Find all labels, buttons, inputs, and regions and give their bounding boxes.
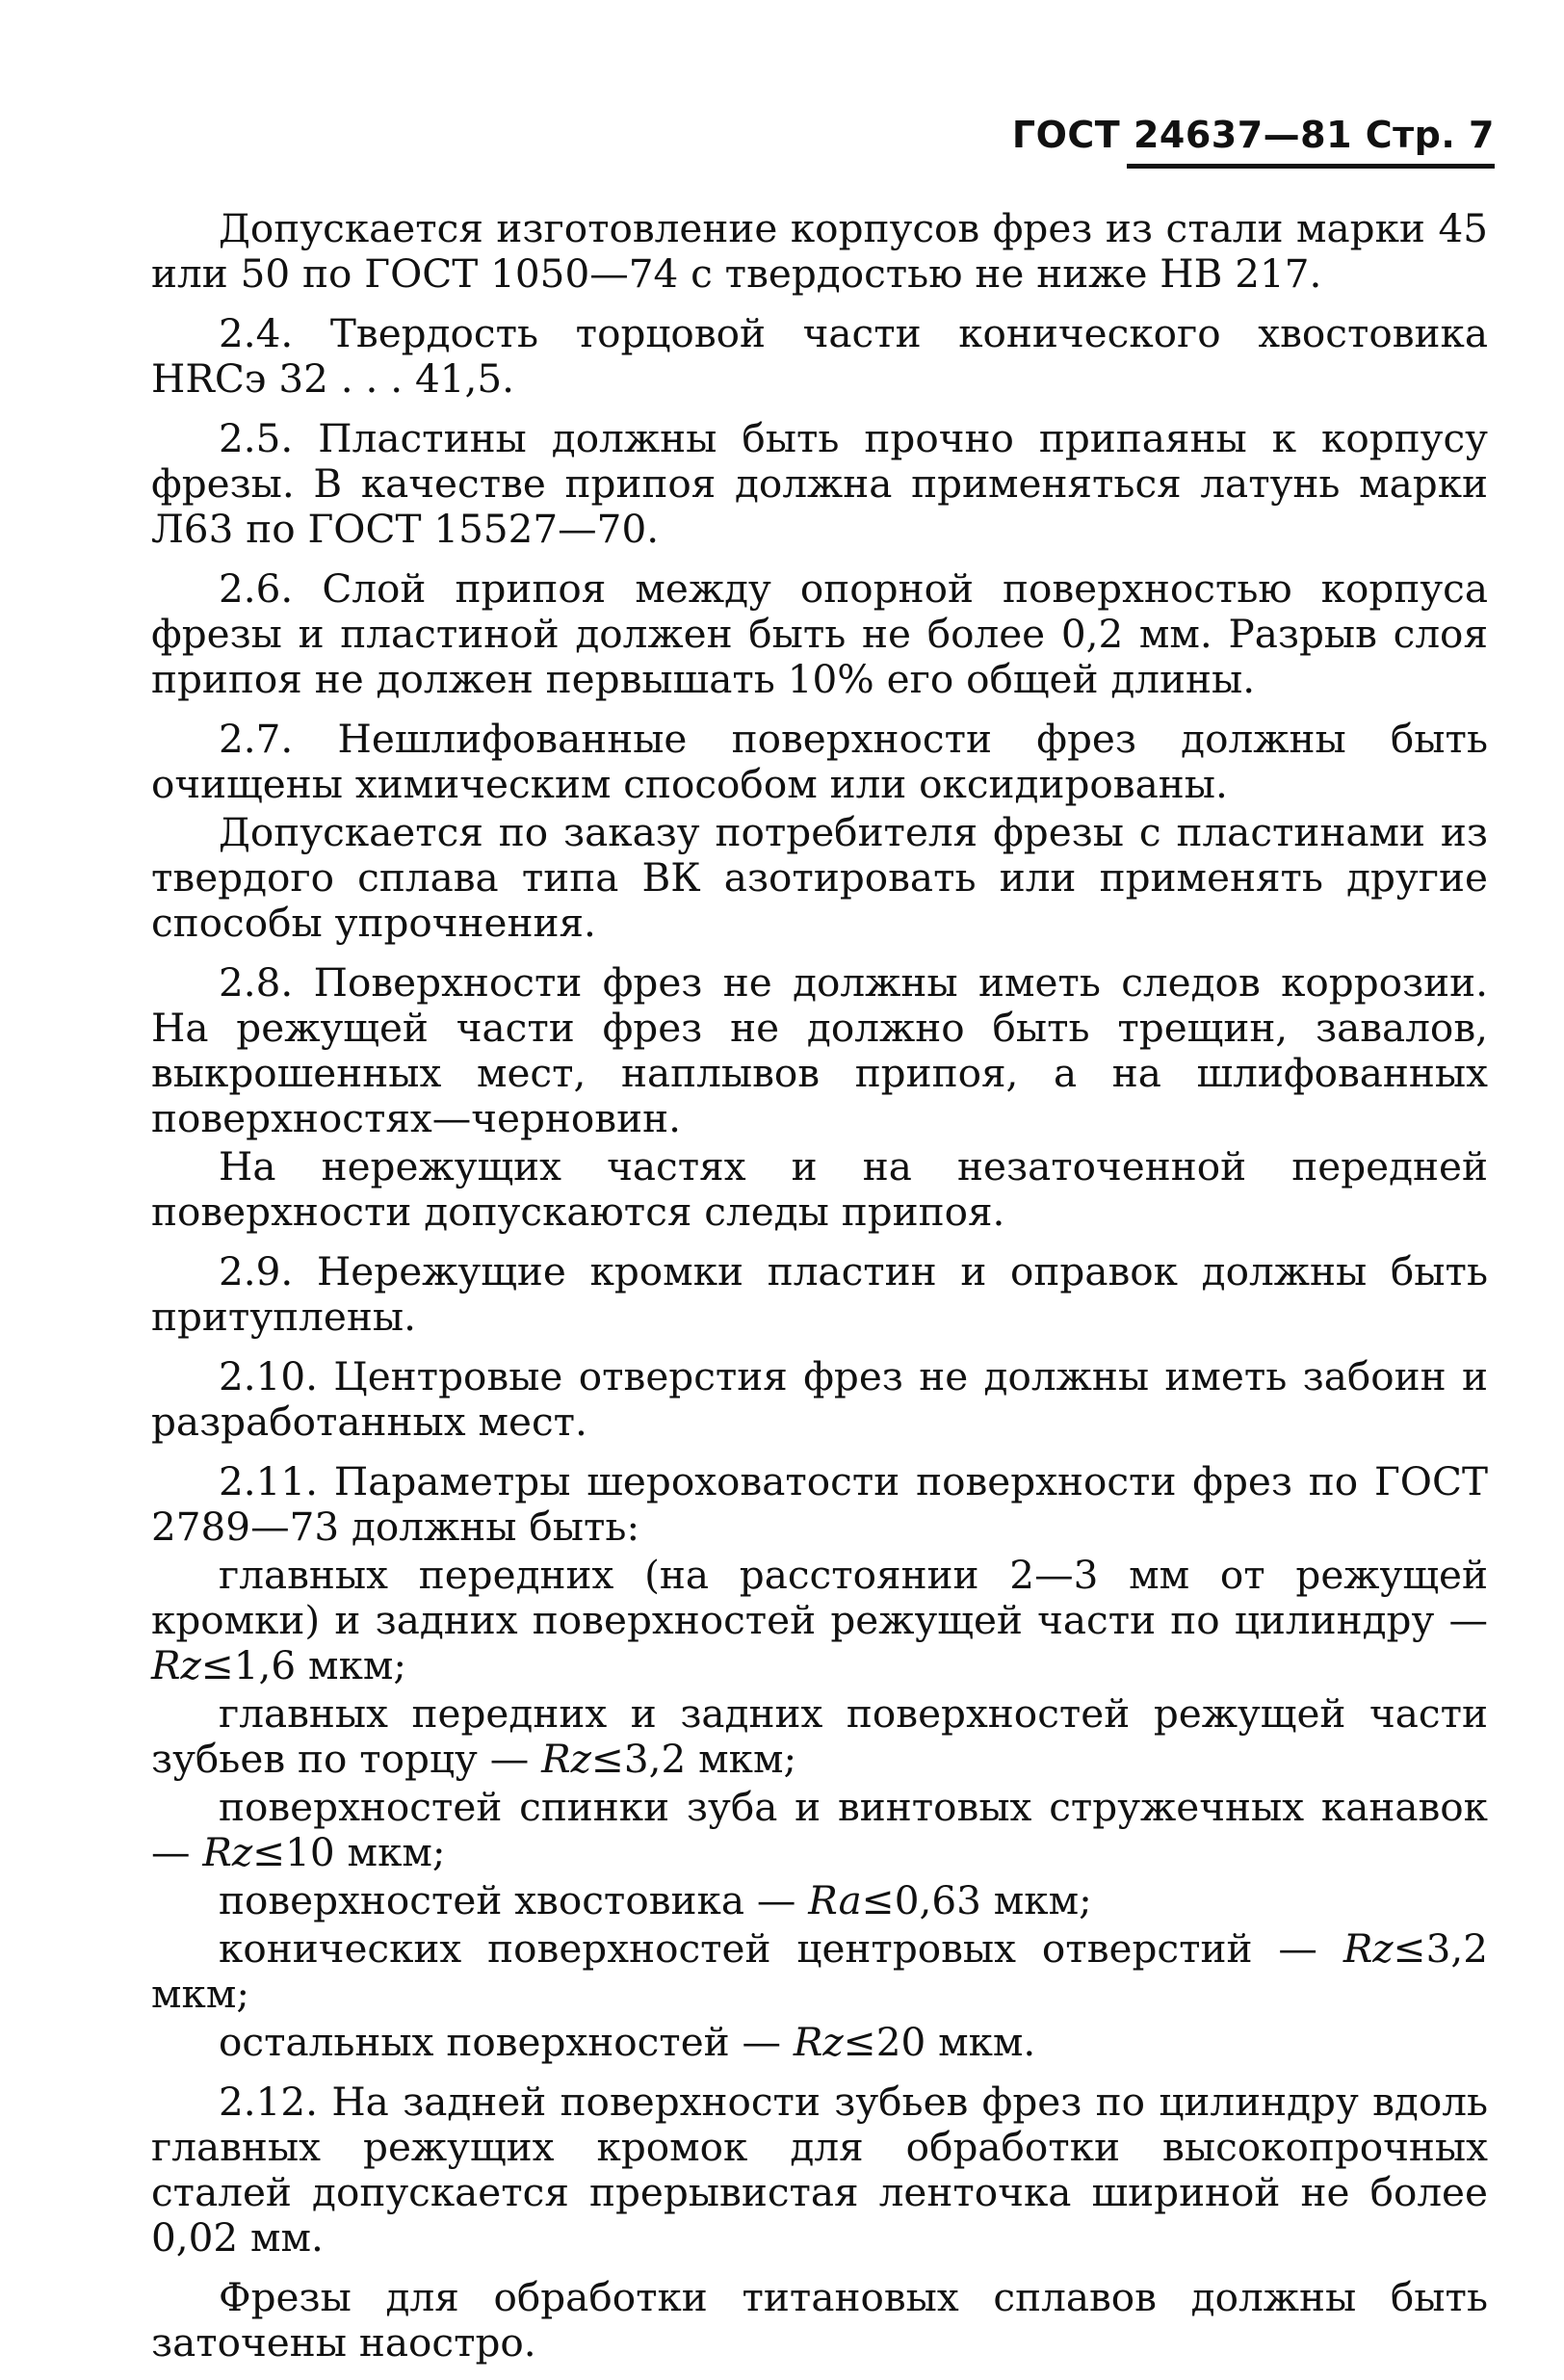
roughness-value: ≤3,2 мкм; — [151, 1925, 1488, 2017]
roughness-description: главных передних (на расстоянии 2—3 мм от режущей кромки) и задних поверхностей режущей части по цилиндру — — [151, 1552, 1488, 1643]
paragraph-2-11: 2.11. Параметры шероховатости поверхности фрез по ГОСТ 2789—73 должны быть: — [151, 1458, 1488, 1550]
paragraph-2-8-addendum: На нережущих частях и на незаточенной передней поверхности допускаются следы припоя. — [151, 1143, 1488, 1235]
roughness-item — [151, 1878, 1488, 1923]
roughness-parameter: Rz — [202, 1829, 253, 1875]
roughness-item — [151, 1926, 1488, 2017]
roughness-parameter: Ra — [808, 1877, 862, 1923]
paragraph-2-4: 2.4. Твердость торцовой части конического хвостовика HRCэ 32 . . . 41,5. — [151, 310, 1488, 402]
paragraph-titanium-note: Фрезы для обработки титановых сплавов должны быть заточены наостро. — [151, 2274, 1488, 2366]
paragraph-2-6: 2.6. Слой припоя между опорной поверхностью корпуса фрезы и пластиной должен быть не более 0,2 мм. Разрыв слоя припоя не должен первышать 10% его общей длины. — [151, 565, 1488, 702]
roughness-parameter: Rz — [151, 1642, 201, 1688]
roughness-item — [151, 1553, 1488, 1688]
roughness-description: поверхностей спинки зуба и винтовых стружечных канавок — — [151, 1784, 1488, 1875]
roughness-value: ≤1,6 мкм; — [200, 1642, 407, 1688]
roughness-value: ≤3,2 мкм; — [590, 1736, 797, 1782]
roughness-parameter: Rz — [793, 2019, 844, 2065]
paragraph-body-material: Допускается изготовление корпусов фрез из стали марки 45 или 50 по ГОСТ 1050—74 с твердостью не ниже НВ 217. — [151, 205, 1488, 297]
roughness-value: ≤0,63 мкм; — [861, 1877, 1092, 1923]
roughness-item — [151, 1691, 1488, 1782]
roughness-description: конических поверхностей центровых отверстий — — [219, 1925, 1317, 1972]
page-header — [1012, 114, 1495, 156]
document-body — [151, 206, 1488, 2380]
roughness-description: остальных поверхностей — — [219, 2019, 782, 2065]
roughness-parameter: Rz — [1342, 1925, 1394, 1972]
paragraph-2-9: 2.9. Нережущие кромки пластин и оправок должны быть притуплены. — [151, 1248, 1488, 1340]
paragraph-2-12: 2.12. На задней поверхности зубьев фрез по цилиндру вдоль главных режущих кромок для обработки высокопрочных сталей допускается прерывистая ленточка шириной не более 0,02 мм. — [151, 2079, 1488, 2261]
roughness-value: ≤20 мкм. — [843, 2019, 1036, 2065]
roughness-description: поверхностей хвостовика — — [219, 1877, 796, 1923]
header-rule — [1127, 164, 1495, 169]
document-reference: ГОСТ 24637—81 Стр. 7 — [1011, 114, 1495, 156]
paragraph-2-5: 2.5. Пластины должны быть прочно припаяны к корпусу фрезы. В качестве припоя должна применяться латунь марки Л63 по ГОСТ 15527—70. — [151, 415, 1488, 552]
paragraph-2-7-addendum: Допускается по заказу потребителя фрезы с пластинами из твердого сплава типа ВК азотировать или применять другие способы упрочнения. — [151, 809, 1488, 946]
paragraph-2-10: 2.10. Центровые отверстия фрез не должны иметь забоин и разработанных мест. — [151, 1353, 1488, 1445]
paragraph-2-7: 2.7. Нешлифованные поверхности фрез должны быть очищены химическим способом или оксидированы. — [151, 716, 1488, 807]
roughness-item — [151, 2020, 1488, 2065]
paragraph-2-8: 2.8. Поверхности фрез не должны иметь следов коррозии. На режущей части фрез не должно быть трещин, завалов, выкрошенных мест, наплывов припоя, а на шлифованных поверхностях—черновин. — [151, 959, 1488, 1141]
roughness-parameter: Rz — [541, 1736, 591, 1782]
roughness-value: ≤10 мкм; — [252, 1829, 446, 1875]
roughness-description: главных передних и задних поверхностей режущей части зубьев по торцу — — [151, 1690, 1488, 1782]
roughness-item — [151, 1785, 1488, 1875]
